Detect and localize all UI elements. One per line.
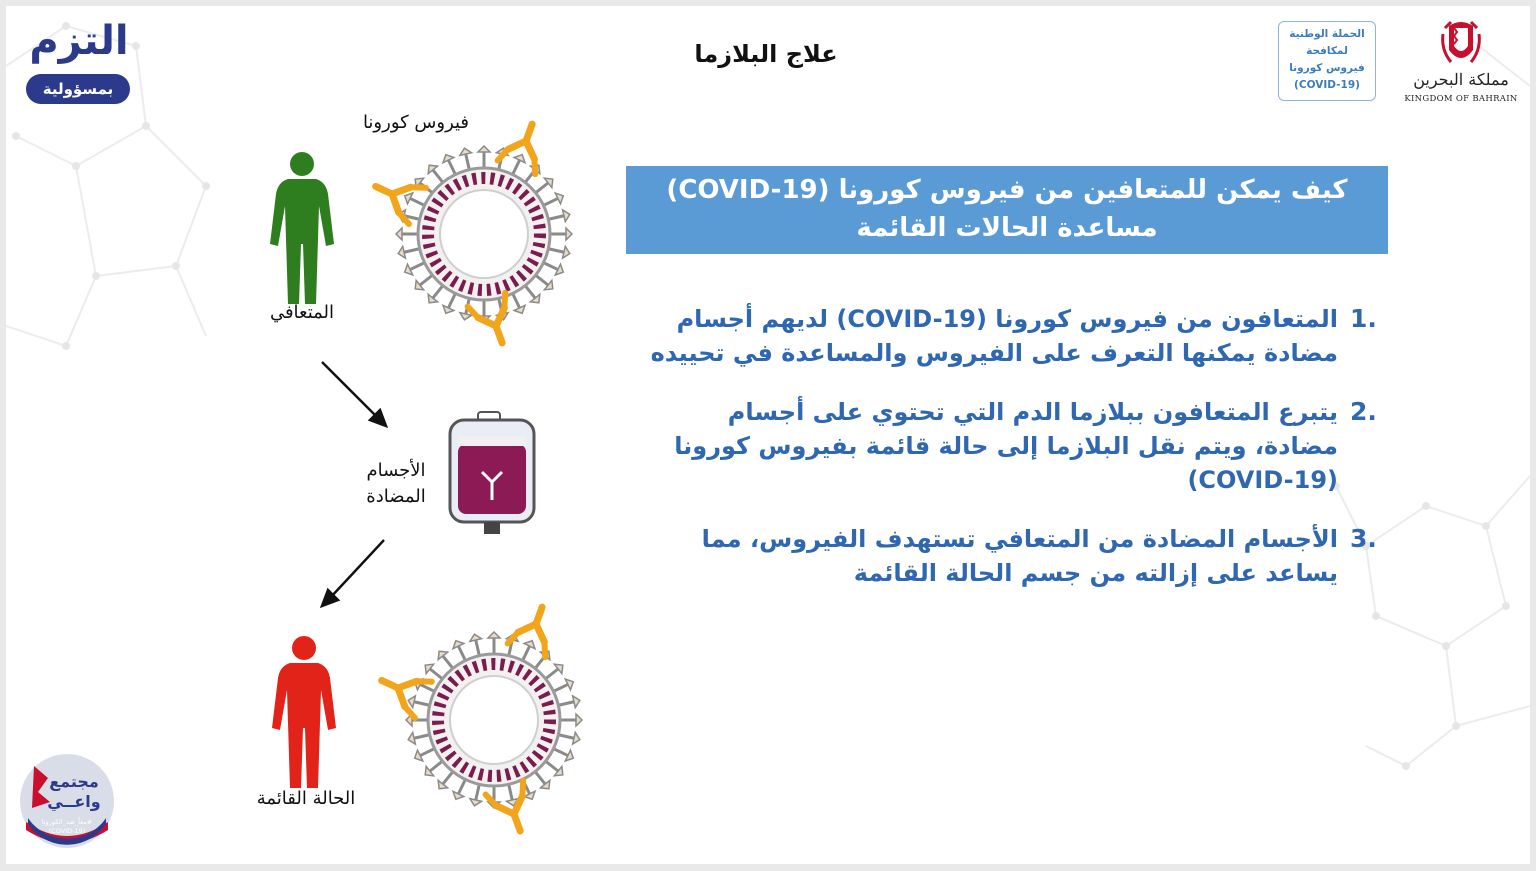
- kingdom-of-bahrain-logo: [1396, 16, 1526, 106]
- community-tag-line: (COVID-19): [48, 827, 86, 835]
- virus-spike-cap: [573, 732, 580, 744]
- coronavirus-icon: [406, 632, 582, 808]
- points-list: [606, 302, 1392, 615]
- virus-spike-cap: [563, 246, 570, 258]
- antibody-icon: [373, 662, 432, 718]
- list-item-text: [606, 302, 1338, 370]
- campaign-logo-line: لمكافحة: [1306, 45, 1348, 57]
- virus-spike-cap: [576, 714, 582, 726]
- campaign-logo-line: الحملة الوطنية: [1289, 28, 1365, 40]
- virus-spike-cap: [488, 632, 500, 638]
- list-item-line: مضادة، ويتم نقل البلازما إلى حالة قائمة بفيروس كورونا: [674, 432, 1338, 460]
- list-item: [606, 395, 1392, 497]
- list-item-text: [606, 395, 1338, 497]
- virus-spike-cap: [396, 228, 402, 240]
- list-item-text: [606, 522, 1338, 590]
- campaign-logo-line: (COVID-19): [1294, 79, 1360, 91]
- patient-label: الحالة القائمة: [256, 788, 356, 809]
- virus-spike-cap: [470, 799, 482, 806]
- list-item: [606, 522, 1392, 590]
- community-tag-line: #معاً_ضد_الكورونا: [41, 818, 93, 826]
- campaign-logo-line: فيروس كورونا: [1289, 62, 1365, 74]
- list-item-number: 3.: [1350, 524, 1377, 553]
- antibodies-label-line: المضادة: [366, 486, 426, 507]
- aware-community-logo: [18, 752, 116, 850]
- slide: [6, 6, 1530, 864]
- list-item-line: الأجسام المضادة من المتعافي تستهدف الفيروس، مما: [701, 525, 1338, 553]
- virus-spike-cap: [460, 313, 472, 320]
- community-logo-tag: [28, 818, 106, 836]
- list-item-line: يتبرع المتعافون ببلازما الدم التي تحتوي على أجسام: [727, 398, 1338, 426]
- bahrain-logo-arabic: مملكة البحرين: [1413, 70, 1509, 89]
- virus-spike-cap: [573, 696, 580, 708]
- list-item-line: (COVID-19): [1187, 466, 1338, 494]
- plasma-bag-icon: [450, 412, 534, 534]
- community-logo-line: واعــي: [47, 792, 101, 811]
- patient-person-icon: [272, 636, 336, 788]
- virus-spike-cap: [398, 246, 405, 258]
- antibody-icon: [498, 117, 551, 174]
- page-title: علاج البلازما: [694, 40, 838, 68]
- arrow-icon: [330, 540, 384, 598]
- question-line: كيف يمكن للمتعافين من فيروس كورونا (COVID-19): [666, 175, 1348, 205]
- virus-spike-cap: [563, 210, 570, 222]
- virus-spike-cap: [408, 732, 415, 744]
- question-banner: [626, 166, 1388, 254]
- commit-logo-tag: بمسؤولية: [26, 74, 130, 104]
- antibodies-label-line: الأجسام: [366, 460, 426, 481]
- virus-spike-cap: [478, 146, 490, 152]
- virus-spike-cap: [566, 228, 572, 240]
- antibody-icon: [367, 168, 426, 224]
- commit-logo-word: التزم: [29, 18, 129, 64]
- plasma-therapy-diagram: [6, 6, 626, 864]
- list-item-number: 1.: [1350, 304, 1377, 333]
- coronavirus-icon: [396, 146, 572, 322]
- antibodies-label: [336, 458, 456, 510]
- virus-spike-cap: [470, 634, 482, 641]
- bahrain-emblem-icon: [1441, 16, 1481, 70]
- list-item-line: مضادة يمكنها التعرف على الفيروس والمساعدة في تحييده: [650, 339, 1338, 367]
- national-campaign-logo: [1278, 21, 1376, 101]
- community-logo-line: مجتمع: [49, 772, 99, 791]
- list-item: [606, 302, 1392, 370]
- bahrain-logo-english: KINGDOM OF BAHRAIN: [1404, 94, 1518, 104]
- recovered-label: المتعافي: [269, 302, 335, 323]
- recovered-person-icon: [270, 152, 334, 304]
- question-line: مساعدة الحالات القائمة: [856, 213, 1158, 243]
- community-logo-text: [34, 772, 114, 812]
- virus-spike-cap: [460, 148, 472, 155]
- list-item-line: المتعافون من فيروس كورونا (COVID-19) لديهم أجسام: [676, 305, 1338, 333]
- arrow-icon: [322, 362, 378, 418]
- virus-label: فيروس كورونا: [362, 112, 470, 133]
- virus-spike-cap: [408, 696, 415, 708]
- list-item-number: 2.: [1350, 397, 1377, 426]
- antibody-icon: [468, 293, 521, 350]
- list-item-line: يساعد على إزالته من جسم الحالة القائمة: [853, 559, 1338, 587]
